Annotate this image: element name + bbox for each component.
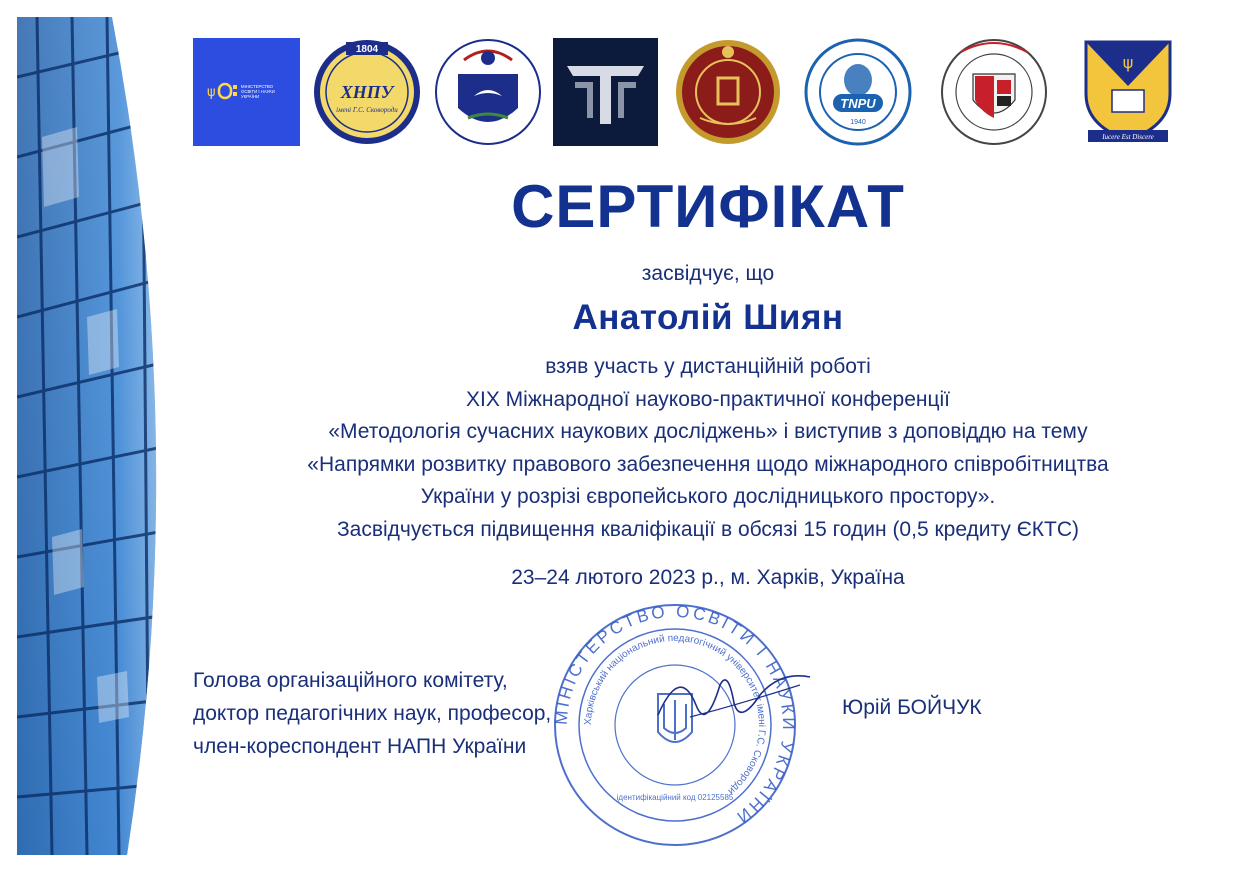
svg-text:ψ: ψ [207, 85, 216, 100]
body-line: «Методологія сучасних наукових досліджень» і виступив з доповіддю на тему [328, 420, 1088, 444]
hnpu-skovoroda-logo [312, 38, 422, 146]
shield-crest-logo [1082, 38, 1174, 146]
georgian-university-logo [434, 38, 542, 146]
certificate-title: СЕРТИФІКАТ [511, 173, 905, 240]
body-line: XIX Міжнародної науково-практичної конференції [465, 387, 951, 411]
svg-text:ψ: ψ [1122, 53, 1134, 72]
body-line: України у розрізі європейського дослідницького простору». [420, 485, 996, 509]
t-emblem-logo [553, 38, 658, 146]
svg-text:1940: 1940 [850, 119, 866, 126]
partner-logos-row [0, 0, 1241, 160]
svg-text:1804: 1804 [355, 44, 379, 55]
body-line: взяв участь у дистанційній роботі [545, 355, 871, 378]
svg-text:ХНПУ: ХНПУ [340, 82, 394, 102]
svg-text:УКРАЇНИ: УКРАЇНИ [241, 94, 260, 99]
date-and-place: 23–24 лютого 2023 р., м. Харків, Україна [511, 566, 905, 589]
stamp-inner-text: Харківський національний педагогічний університет імені Г.С. Сковороди [582, 632, 768, 797]
signer-name: Юрій БОЙЧУК [842, 696, 982, 719]
body-line: Засвідчується підвищення кваліфікації в обсязі 15 годин (0,5 кредиту ЄКТС) [336, 517, 1080, 541]
svg-text:МІНІСТЕРСТВО: МІНІСТЕРСТВО [241, 84, 273, 89]
svg-text:ОСВІТИ І НАУКИ: ОСВІТИ І НАУКИ [241, 89, 275, 94]
tnpu-logo [803, 38, 913, 146]
handwritten-signature [650, 655, 820, 745]
signer-title-line: член-кореспондент НАПН України [193, 735, 527, 758]
stamp-code-text: ідентифікаційний код 02125585 [616, 793, 734, 802]
svg-text:Iucere Est Discere: Iucere Est Discere [1102, 133, 1154, 141]
signer-titles [193, 664, 551, 763]
svg-text:імені Г.С. Сковороди: імені Г.С. Сковороди [336, 106, 398, 114]
certificate-body [200, 351, 1216, 547]
kujawsko-pomorska-logo [939, 38, 1049, 146]
recipient-name: Анатолій Шиян [572, 298, 844, 337]
georgian-academy-logo [674, 38, 782, 146]
body-line: «Напрямки розвитку правового забезпечення щодо міжнародного співробітництва [307, 452, 1109, 476]
signer-title-line: доктор педагогічних наук, професор, [193, 702, 552, 725]
svg-text:TNPU: TNPU [840, 96, 876, 111]
stamp-outer-text: МІНІСТЕРСТВО ОСВІТИ І НАУКИ УКРАЇНИ [551, 601, 799, 829]
certifies-that-text: засвідчує, що [641, 262, 775, 285]
ministry-of-education-logo [193, 38, 300, 146]
signer-title-line: Голова організаційного комітету, [193, 669, 508, 692]
